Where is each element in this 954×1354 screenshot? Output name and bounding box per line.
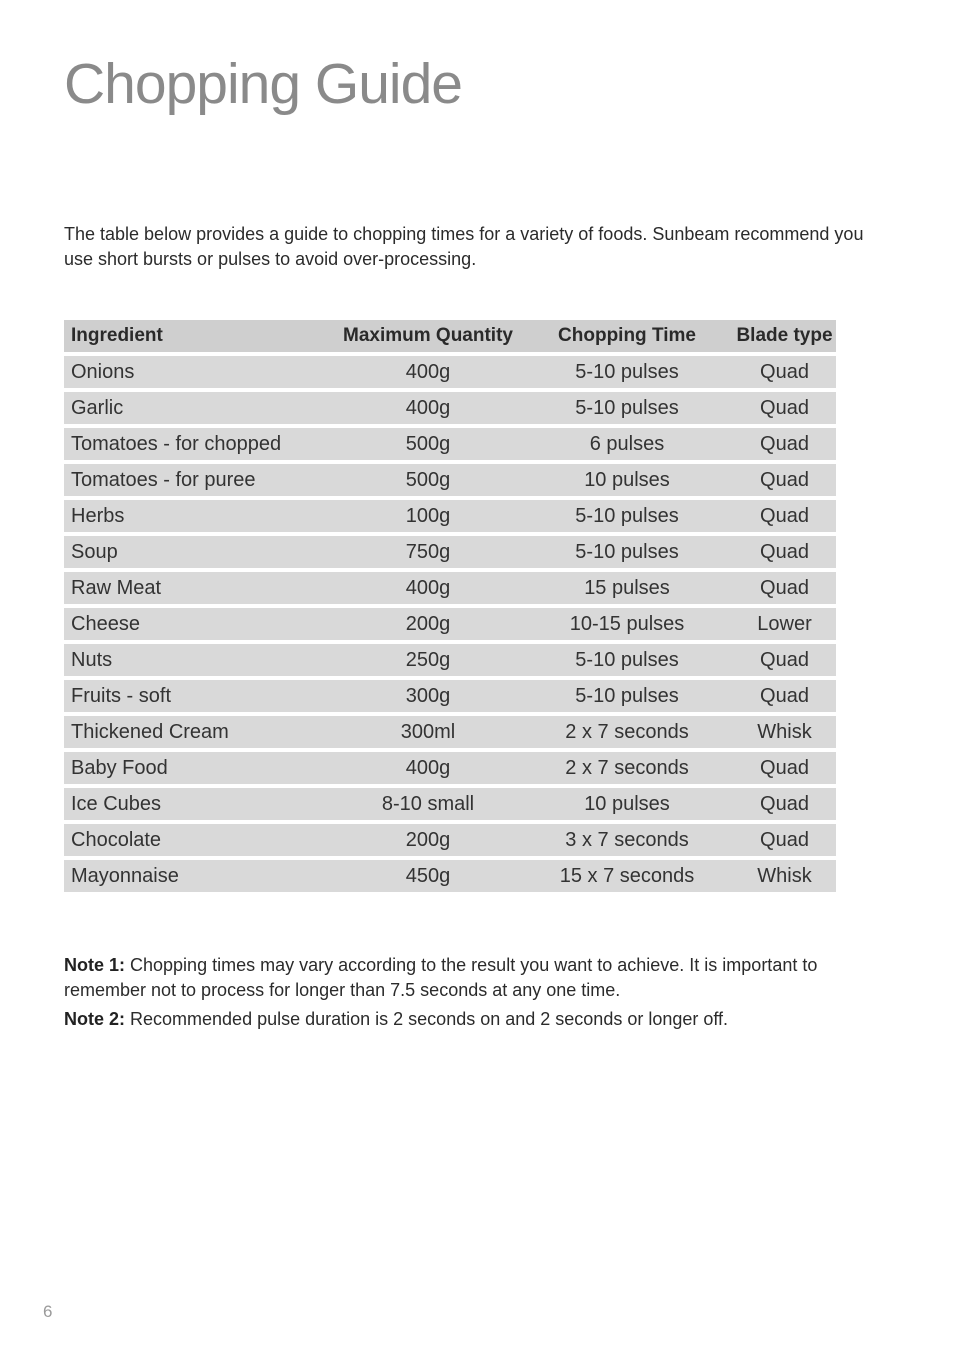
cell-quantity: 400g — [405, 756, 451, 779]
cell-quantity: 500g — [405, 468, 451, 491]
cell-blade-type: Whisk — [757, 864, 812, 887]
cell-blade-type: Quad — [760, 792, 809, 815]
cell-quantity: 300ml — [400, 720, 456, 743]
table-row — [64, 788, 836, 820]
cell-chopping-time: 10 pulses — [584, 792, 670, 815]
cell-blade-type: Quad — [760, 576, 809, 599]
cell-ingredient: Raw Meat — [71, 576, 162, 599]
header-maximum-quantity: Maximum Quantity — [343, 325, 513, 346]
note-2-label: Note 2: — [64, 1009, 126, 1029]
note-2 — [64, 1007, 894, 1032]
intro-paragraph: The table below provides a guide to chopping times for a variety of foods. Sunbeam recommend you use short bursts or pulses to avoid over-processing. — [64, 224, 864, 269]
cell-ingredient: Tomatoes - for puree — [71, 468, 256, 491]
cell-chopping-time: 2 x 7 seconds — [565, 756, 689, 779]
cell-chopping-time: 5-10 pulses — [575, 648, 679, 671]
cell-blade-type: Quad — [760, 540, 809, 563]
cell-blade-type: Quad — [760, 828, 809, 851]
header-chopping-time: Chopping Time — [558, 325, 696, 346]
table-row — [64, 428, 836, 460]
cell-ingredient: Nuts — [71, 648, 113, 671]
cell-ingredient: Garlic — [71, 396, 124, 419]
table-header-row — [64, 320, 836, 352]
cell-quantity: 500g — [405, 432, 451, 455]
table-row — [64, 716, 836, 748]
cell-ingredient: Tomatoes - for chopped — [71, 432, 282, 455]
note-1-label: Note 1: — [64, 955, 126, 975]
note-1 — [64, 953, 894, 1003]
cell-blade-type: Quad — [760, 360, 809, 383]
table-body — [64, 356, 836, 892]
cell-blade-type: Quad — [760, 684, 809, 707]
cell-quantity: 400g — [405, 576, 451, 599]
cell-chopping-time: 5-10 pulses — [575, 540, 679, 563]
cell-blade-type: Quad — [760, 468, 809, 491]
cell-chopping-time: 5-10 pulses — [575, 684, 679, 707]
cell-chopping-time: 5-10 pulses — [575, 396, 679, 419]
cell-ingredient: Herbs — [71, 504, 125, 527]
cell-quantity: 400g — [405, 360, 451, 383]
cell-ingredient: Mayonnaise — [71, 864, 179, 887]
table-row — [64, 572, 836, 604]
cell-blade-type: Quad — [760, 756, 809, 779]
note-2-text: Recommended pulse duration is 2 seconds on and 2 seconds or longer off. — [125, 1009, 729, 1029]
cell-blade-type: Lower — [757, 612, 812, 635]
cell-chopping-time: 10-15 pulses — [569, 612, 685, 635]
cell-quantity: 400g — [405, 396, 451, 419]
cell-quantity: 300g — [405, 684, 451, 707]
table-row — [64, 644, 836, 676]
cell-ingredient: Chocolate — [71, 828, 162, 851]
header-ingredient: Ingredient — [71, 325, 163, 346]
table-row — [64, 536, 836, 568]
table-row — [64, 356, 836, 388]
cell-quantity: 750g — [405, 540, 451, 563]
cell-ingredient: Fruits - soft — [71, 684, 172, 707]
cell-quantity: 100g — [405, 504, 451, 527]
table-row — [64, 464, 836, 496]
cell-chopping-time: 2 x 7 seconds — [565, 720, 689, 743]
page-number: 6 — [43, 1302, 53, 1321]
cell-chopping-time: 5-10 pulses — [575, 504, 679, 527]
cell-ingredient: Ice Cubes — [71, 792, 162, 815]
cell-chopping-time: 10 pulses — [584, 468, 670, 491]
table-row — [64, 824, 836, 856]
table-row — [64, 608, 836, 640]
cell-blade-type: Quad — [760, 504, 809, 527]
cell-quantity: 200g — [405, 612, 451, 635]
cell-quantity: 250g — [405, 648, 451, 671]
cell-ingredient: Cheese — [71, 612, 140, 635]
cell-ingredient: Onions — [71, 360, 135, 383]
cell-chopping-time: 3 x 7 seconds — [565, 828, 689, 851]
cell-blade-type: Quad — [760, 648, 809, 671]
cell-blade-type: Quad — [760, 432, 809, 455]
table-row — [64, 392, 836, 424]
header-blade-type: Blade type — [736, 325, 833, 346]
page-title: Chopping Guide — [64, 52, 462, 116]
cell-quantity: 200g — [405, 828, 451, 851]
table-row — [64, 752, 836, 784]
notes-section — [64, 953, 894, 1036]
table-row — [64, 860, 836, 892]
cell-chopping-time: 6 pulses — [589, 432, 665, 455]
table-row — [64, 500, 836, 532]
cell-chopping-time: 15 pulses — [584, 576, 670, 599]
cell-quantity: 450g — [405, 864, 451, 887]
cell-ingredient: Thickened Cream — [71, 720, 229, 743]
chopping-guide-table — [64, 320, 836, 896]
cell-blade-type: Whisk — [757, 720, 812, 743]
table-row — [64, 680, 836, 712]
cell-chopping-time: 15 x 7 seconds — [559, 864, 695, 887]
cell-ingredient: Baby Food — [71, 756, 168, 779]
note-1-text: Chopping times may vary according to the result you want to achieve. It is important to remember not to process for longer than 7.5 seconds at any one time. — [64, 955, 818, 1000]
cell-blade-type: Quad — [760, 396, 809, 419]
cell-quantity: 8-10 small — [381, 792, 475, 815]
cell-ingredient: Soup — [71, 540, 118, 563]
cell-chopping-time: 5-10 pulses — [575, 360, 679, 383]
